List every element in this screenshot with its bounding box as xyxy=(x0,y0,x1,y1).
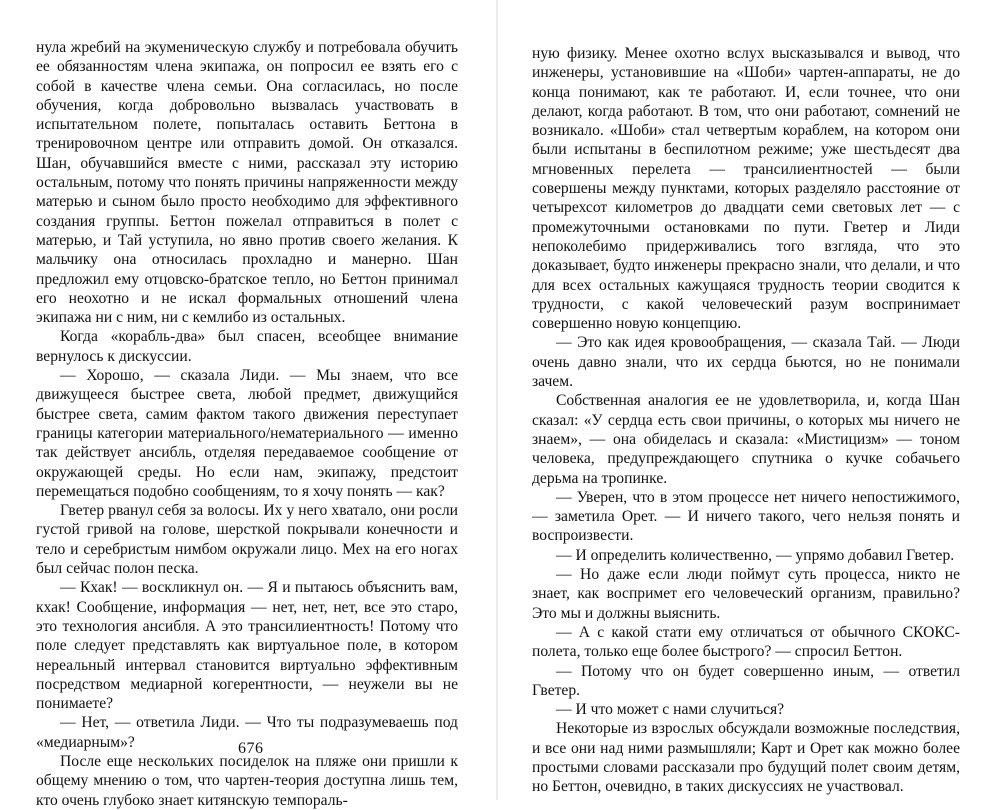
paragraph: нула жребий на экуменическую службу и потребовала обучить ее обязанностям члена экипажа, он попросил ее взять его с собой в качестве члена семьи. Она согласилась, но после обучения, когда добровольно вызвалась участвовать в испытательном полете, попыталась оставить Беттона в тренировочном центре или отправить домой. Он отказался. Шан, обучавшийся вместе с ними, рассказал эту историю остальным, потому что понять причины напряженности между матерью и сыном было просто необходимо для эффективного создания группы. Беттон пожелал отправиться в полет с матерью, и Тай уступила, но явно против своего желания. К мальчику она относилась прохладно и манерно. Шан предложил ему отцовско-братское тепло, но Беттон принимал его неохотно и не искал формальных отношений члена экипажа ни с ним, ни с кемлибо из остальных. xyxy=(36,39,458,327)
left-page xyxy=(36,38,458,810)
page-gutter xyxy=(496,0,498,800)
paragraph: Некоторые из взрослых обсуждали возможные последствия, и все они над ними размышляли; Карт и Орет как можно более простыми словами рассказали про будущий полет своим детям, но Беттон, очевидно, в таких дискуссиях не участвовал. xyxy=(532,720,960,796)
paragraph: — И что может с нами случиться? xyxy=(556,701,785,719)
paragraph: Когда «корабль-два» был спасен, всеобщее внимание вернулось к дискуссии. xyxy=(36,328,458,365)
paragraph: ную физику. Менее охотно вслух высказывался и вывод, что инженеры, установившие на «Шоби» чартен-аппараты, не до конца понимают, как те работают. И, если точнее, что они делают, когда работают. В том, что они работают, сомнений не возникало. «Шоби» стал четвертым кораблем, на котором они были испытаны в беспилотном режиме; уже шестьдесят два мгновенных перелета — трансилиентностей — были совершены между пунктами, которых разделяло расстояние от четырехсот километров до двадцати семи световых лет — с промежуточными остановками по пути. Гветер и Лиди непоколебимо придерживались того взгляда, что это доказывает, будто инженеры прекрасно знали, что делали, и что для всех остальных кажущаяся трудность теории сводится к трудности, с какой человеческий разум воспринимает совершенно новую концепцию. xyxy=(532,45,960,333)
paragraph: Собственная аналогия ее не удовлетворила, и, когда Шан сказал: «У сердца есть свои причины, о которых мы ничего не знаем», — она обиделась и сказала: «Мистицизм» — тоном человека, предупреждающего спутника о кучке собачьего дерьма на тропинке. xyxy=(532,392,960,487)
paragraph: — Это как идея кровообращения, — сказала Тай. — Люди очень давно знали, что их сердца бьются, но не понимали зачем. xyxy=(532,334,960,391)
paragraph: — А с какой стати ему отличаться от обычного СКОКС-полета, только еще более быстрого? — спросил Беттон. xyxy=(532,623,960,661)
paragraph: — Уверен, что в этом процессе нет ничего непостижимого, — заметила Орет. — И ничего такого, чего нельзя понять и воспроизвести. xyxy=(532,488,960,545)
paragraph: — Кхак! — воскликнул он. — Я и пытаюсь объяснить вам, кхак! Сообщение, информация — нет, нет, нет, все это старо, это технология ансибля. А это трансилиентность! Потому что поле следует представлять как виртуальное поле, в котором нереальный интервал становится виртуально эффективным посредством медиарной когерентности, — неужели вы не понимаете? xyxy=(36,579,458,713)
paragraph: — Потому что он будет совершенно иным, — ответил Гветер. xyxy=(532,662,960,699)
page-number: 676 xyxy=(238,740,264,757)
paragraph: Гветер рванул себя за волосы. Их у него хватало, они росли густой гривой на голове, шерсткой покрывали конечности и тело и серебристым нимбом окружали лицо. Мех на его ногах был сейчас полон песка. xyxy=(36,502,458,578)
paragraph: — Нет, — ответила Лиди. — Что ты подразумеваешь под «медиарным»? xyxy=(36,714,458,751)
right-page xyxy=(532,44,960,797)
paragraph: — Хорошо, — сказала Лиди. — Мы знаем, что все движущееся быстрее света, любой предмет, движущийся быстрее света, самим фактом такого движения переступает границы категории материального/нематериального — именно так действует ансибль, отделяя передаваемое сообщение от окружающей среды. Но если нам, экипажу, предстоит перемещаться подобно сообщениям, то я хочу понять — как? xyxy=(36,367,458,500)
paragraph: — Но даже если люди поймут суть процесса, никто не знает, как воспримет его человеческий организм, правильно? Это мы и должны выяснить. xyxy=(532,566,960,622)
paragraph: После еще нескольких посиделок на пляже они пришли к общему мнению о том, что чартен-теория доступна лишь тем, кто очень глубоко знает китянскую темпораль- xyxy=(36,752,458,809)
paragraph: — И определить количественно, — упрямо добавил Гветер. xyxy=(556,546,955,564)
